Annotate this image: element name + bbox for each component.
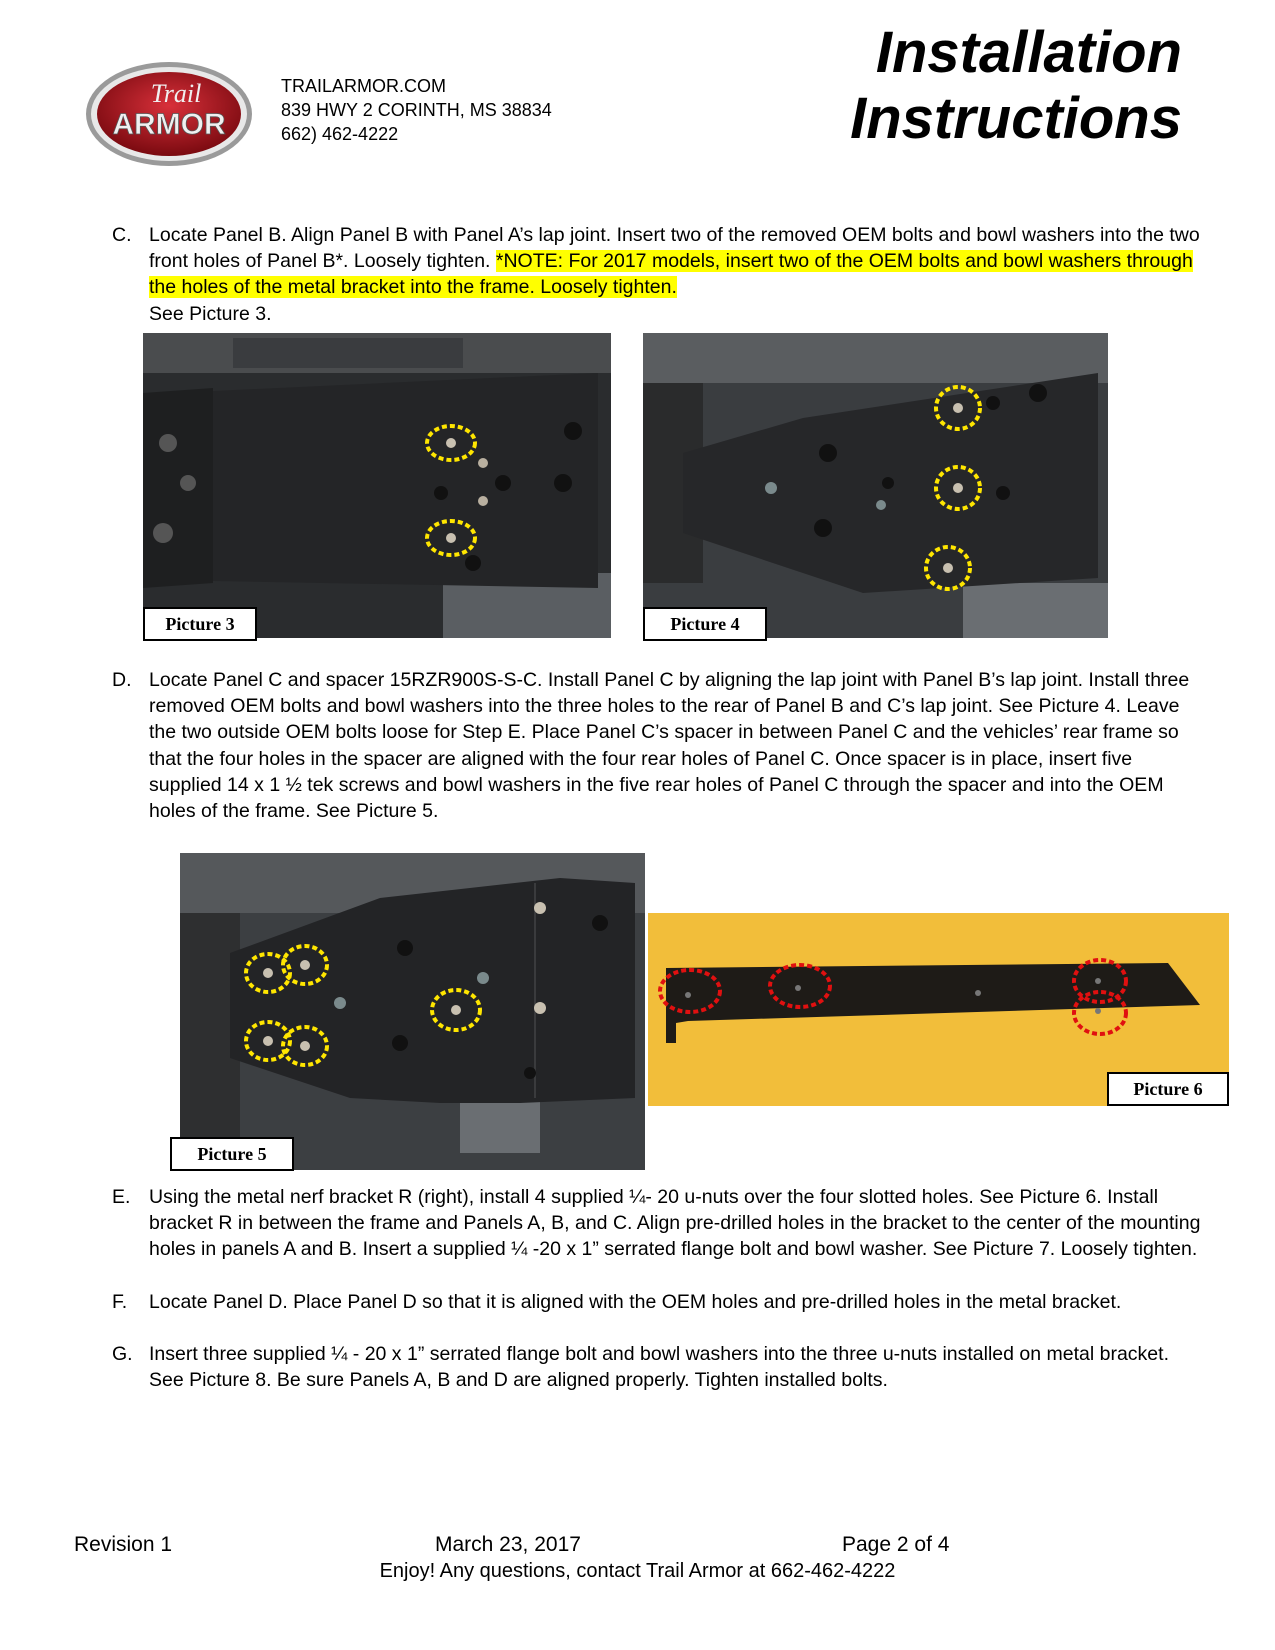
step-g-text: Insert three supplied ¼ - 20 x 1” serrated flange bolt and bowl washers into the three u-nuts installed on metal bracket. See Picture 8. Be sure Panels A, B and D are aligned properly. Tighten installed bolts.: [149, 1343, 1169, 1392]
step-c-tail: See Picture 3.: [149, 302, 272, 325]
footer-page-number: Page 2 of 4: [842, 1533, 950, 1556]
step-e: [112, 1184, 1202, 1263]
step-e-text: Using the metal nerf bracket R (right), install 4 supplied ¼- 20 u-nuts over the four slotted holes. See Picture 6. Install bracket R in between the frame and Panels A, B, and C. Align pre-drilled holes in the bracket to the center of the mounting holes in panels A and B. Insert a supplied ¼ -20 x 1” serrated flange bolt and bowl washer. See Picture 7. Loosely tighten.: [149, 1186, 1201, 1261]
step-c-note: *NOTE: For 2017 models, insert two of the OEM bolts and bowl washers through the holes of the metal bracket into the frame. Loosely tighten.: [149, 250, 1193, 299]
step-c: [112, 222, 1202, 327]
website: TRAILARMOR.COM: [281, 76, 447, 96]
step-d-text: Locate Panel C and spacer 15RZR900S-S-C. Install Panel C by aligning the lap joint with Panel B’s lap joint. Install three removed OEM bolts and bowl washers into the three holes to the rear of Panel B and C’s lap joint. See Picture 4. Leave the two outside OEM bolts loose for Step E. Place Panel C’s spacer in between Panel C and the vehicles’ rear frame so that the four holes in the spacer are aligned with the four rear holes of Panel C. Once spacer is in place, insert five supplied 14 x 1 ½ tek screws and bowl washers in the five rear holes of Panel C through the spacer and into the OEM holes of the frame. See Picture 5.: [149, 669, 1190, 823]
footer-revision: Revision 1: [74, 1533, 173, 1556]
picture-5-caption: Picture 5: [170, 1137, 294, 1171]
phone: 662) 462-4222: [281, 124, 399, 144]
title-line-1: Installation: [875, 20, 1182, 85]
step-letter: G.: [112, 1343, 133, 1365]
picture-5-photo: [180, 853, 645, 1170]
logo-text-top: Trail: [150, 79, 202, 108]
address: 839 HWY 2 CORINTH, MS 38834: [281, 100, 552, 120]
step-f: [112, 1289, 1202, 1315]
picture-4-caption: Picture 4: [643, 607, 767, 641]
step-letter: F.: [112, 1291, 128, 1313]
company-contact: [281, 74, 552, 146]
footer-date: March 23, 2017: [435, 1533, 581, 1556]
footer-contact: Enjoy! Any questions, contact Trail Armor at 662-462-4222: [379, 1560, 896, 1582]
title-line-2: Instructions: [850, 86, 1182, 151]
picture-3-photo: [143, 333, 611, 638]
step-c-text: Locate Panel B. Align Panel B with Panel A’s lap joint. Insert two of the removed OEM bolts and bowl washers into the two front holes of Panel B*. Loosely tighten.: [149, 224, 1200, 273]
picture-4-photo: [643, 333, 1108, 638]
logo-text-bottom: ARMOR: [112, 108, 226, 141]
picture-3-caption: Picture 3: [143, 607, 257, 641]
step-letter: E.: [112, 1186, 131, 1208]
picture-6-caption: Picture 6: [1107, 1072, 1229, 1106]
step-letter: C.: [112, 224, 132, 246]
page-title: [850, 20, 1182, 152]
step-f-text: Locate Panel D. Place Panel D so that it is aligned with the OEM holes and pre-drilled holes in the metal bracket.: [149, 1291, 1122, 1313]
step-g: [112, 1341, 1202, 1393]
trail-armor-logo: [84, 60, 254, 168]
step-d: [112, 667, 1202, 824]
step-letter: D.: [112, 669, 132, 691]
